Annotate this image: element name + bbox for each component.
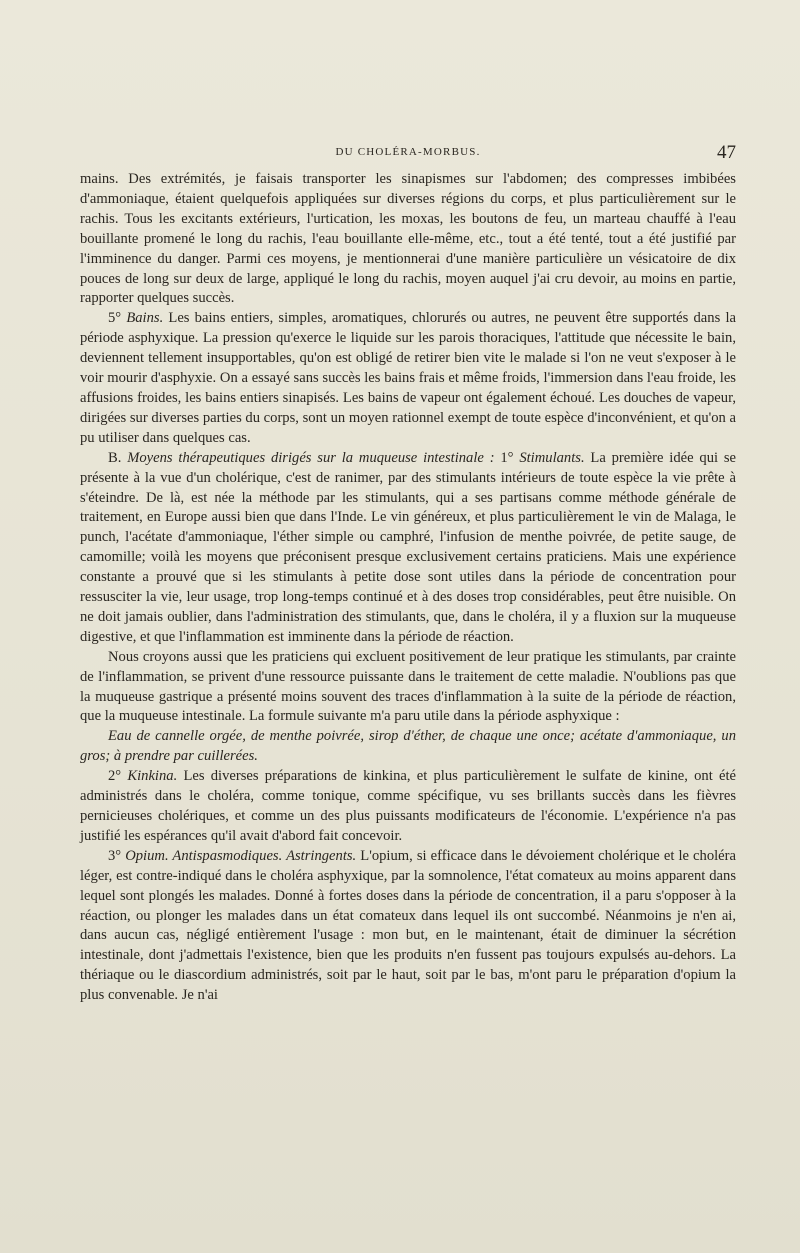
item-text: Les bains entiers, simples, aromatiques, chlorurés ou autres, ne peuvent être supportés dans la période asphyxique. La pression qu'exerce le liquide sur les parois thoraciques, l'attitude que nécessite le bain, deviennent tellement insupportables, qu'on est obligé de retirer bien vite le malade si l'on ne veut s'exposer à le voir mourir d'asphyxie. On a essayé sans succès les bains frais et même froids, l'immersion dans l'eau froide, les affusions froides, les bains entiers sinapisés. Les bains de vapeur ont également échoué. Les douches de vapeur, dirigées sur diverses parties du corps, sont un moyen rationnel exempt de toute espèce d'inconvénient, et qu'on a pu utiliser dans quelques cas. bbox=[80, 310, 736, 446]
item-number: 3° bbox=[108, 847, 126, 864]
item-text: La première idée qui se présente à la vue d'un cholérique, c'est de ranimer, par des stimulants intérieurs de toute espèce la vie prête à s'éteindre. De là, est née la méthode par les stimulants, qui a ses partisans comme méthode générale de traitement, en Europe aussi bien que dans l'Inde. Le vin généreux, et plus particulièrement le vin de Malaga, le punch, l'acétate d'ammoniaque, l'éther simple ou camphré, l'infusion de menthe poivrée, de petite sauge, de camomille; voilà les moyens que préconisent presque exclusivement certains praticiens. Mais une expérience constante a prouvé que si les stimulants à petite dose sont utiles dans la période de concentration pour ressusciter la vie, leur usage, trop long-temps continué et à des doses trop considérables, peut être nuisible. On ne doit jamais oublier, dans l'administration des stimulants, que, dans le choléra, il y a fluxion sur la muqueuse digestive, et que l'inflammation est imminente dans la période de réaction. bbox=[80, 449, 737, 645]
section-heading: Moyens thérapeutiques dirigés sur la muqueuse intestinale : bbox=[127, 449, 495, 466]
item-label: Opium. Antispasmodiques. Astringents. bbox=[125, 847, 357, 864]
item-label: Stimulants. bbox=[519, 449, 585, 466]
paragraph-kinkina bbox=[80, 767, 736, 847]
running-head bbox=[80, 142, 736, 168]
item-number: 1° bbox=[494, 449, 520, 466]
item-text: Les diverses préparations de kinkina, et plus particulièrement le sulfate de kinine, ont été administrés dans le choléra, comme tonique, comme spécifique, vu ses brillants succès dans les fièvres pernicieuses cholériques, et comme un des plus puissants modificateurs de l'économie. L'expérience n'a pas justifié les espérances qu'il avait d'abord fait concevoir. bbox=[80, 768, 736, 844]
paragraph-stimulants bbox=[80, 449, 736, 648]
item-label: Kinkina. bbox=[127, 768, 178, 785]
section-letter: B. bbox=[108, 449, 128, 466]
paragraph-recipe: Eau de cannelle orgée, de menthe poivrée, sirop d'éther, de chaque une once; acétate d'ammoniaque, un gros; à prendre par cuillerées. bbox=[80, 728, 736, 765]
paragraph-bains bbox=[80, 309, 736, 448]
item-label: Bains. bbox=[126, 310, 164, 327]
paragraph-formule: Nous croyons aussi que les praticiens qui excluent positivement de leur pratique les stimulants, par crainte de l'inflammation, se privent d'une ressource puissante dans le traitement de cette maladie. N'oublions pas que la muqueuse gastrique a présenté moins souvent des traces d'inflammation à la suite de la période de réaction, que la muqueuse intestinale. La formule suivante m'a paru utile dans la période asphyxique : bbox=[80, 648, 736, 725]
item-text: L'opium, si efficace dans le dévoiement cholérique et le choléra léger, est contre-indiqué dans le choléra asphyxique, par la somnolence, l'état comateux au moins apparent dans lequel sont plongés les malades. Donné à fortes doses dans la période de concentration, il a paru s'opposer à la réaction, ou plonger les malades dans un état comateux dans lequel ils ont succombé. Néanmoins je n'en ai, dans aucun cas, négligé entièrement l'usage : mon but, en le maintenant, était de diminuer la sécrétion intestinale, dont j'admettais l'existence, bien que les produits n'en fussent pas toujours expulsés au-dehors. La thériaque ou le diascordium administrés, soit par le haut, soit par le bas, m'ont paru le préparation d'opium la plus convenable. Je n'ai bbox=[80, 847, 736, 1004]
paragraph-continuation: mains. Des extrémités, je faisais transporter les sinapismes sur l'abdomen; des compresses imbibées d'ammoniaque, étaient quelquefois appliquées sur diverses régions du corps, et plus particulièrement sur le rachis. Tous les excitants extérieurs, l'urtication, les moxas, les boutons de feu, un marteau chauffé à l'eau bouillante promené le long du rachis, l'eau bouillante elle-même, etc., tout a été tenté, tout a été justifié par l'imminence du danger. Parmi ces moyens, je mentionnerai d'une manière particulière un vésicatoire de dix pouces de long sur deux de large, appliqué le long du rachis, moyen auquel j'ai cru devoir, au moins en partie, rapporter quelques succès. bbox=[80, 171, 736, 307]
page-number: 47 bbox=[717, 142, 736, 163]
item-number: 5° bbox=[108, 310, 127, 327]
paragraph-opium bbox=[80, 847, 736, 1006]
body-text bbox=[80, 170, 736, 1006]
running-title: DU CHOLÉRA-MORBUS. bbox=[335, 146, 481, 158]
item-number: 2° bbox=[108, 768, 128, 785]
